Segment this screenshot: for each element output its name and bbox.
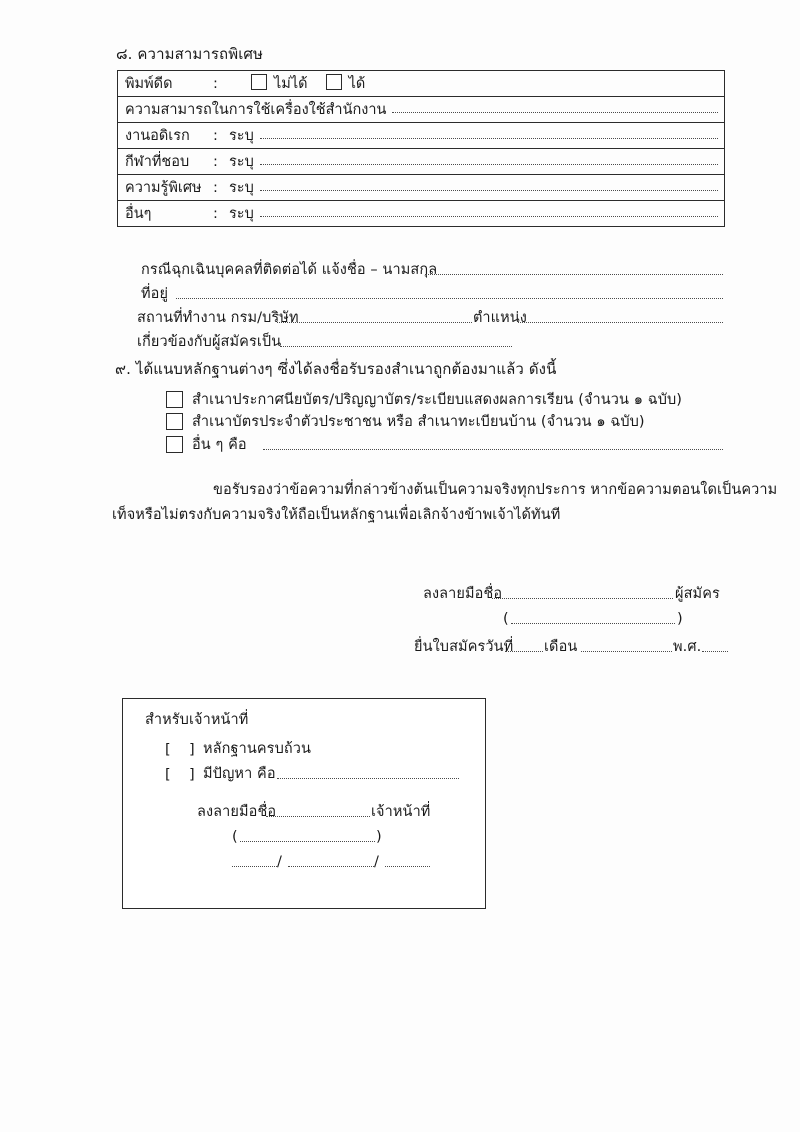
emergency-contact-address-label: ที่อยู่ [141, 286, 169, 302]
emergency-contact-name-input[interactable] [425, 274, 723, 275]
other-colon: : [213, 205, 218, 222]
official-date-slash-2: / [374, 854, 379, 870]
official-signature-role: เจ้าหน้าที่ [371, 804, 431, 820]
table-row-office-equipment [118, 97, 725, 123]
other-cell [118, 201, 725, 227]
table-row-sport [118, 149, 725, 175]
application-day-input[interactable] [505, 651, 543, 652]
official-complete-label: หลักฐานครบถ้วน [203, 741, 312, 757]
checkbox-typing-cannot[interactable] [251, 74, 267, 90]
page-title-section-9: ๙. ได้แนบหลักฐานต่างๆ ซึ่งได้ลงชื่อรับรองสำเนาถูกต้องมาแล้ว ดังนี้ [115, 360, 557, 378]
official-problem-bracket-close[interactable]: ] [189, 767, 195, 783]
official-name-paren-open: ( [232, 829, 238, 845]
checkbox-attachment-id-card[interactable] [166, 413, 183, 430]
official-problem-label: มีปัญหา คือ [203, 766, 276, 782]
checkbox-attachment-other[interactable] [166, 436, 183, 453]
certification-paragraph-line-2: เท็จหรือไม่ตรงกับความจริงให้ถือเป็นหลักฐานเพื่อเลิกจ้างข้าพเจ้าได้ทันที [112, 507, 561, 523]
official-use-box [122, 698, 486, 909]
special-knowledge-cell [118, 175, 725, 201]
typing-option-cannot-label: ไม่ได้ [274, 76, 308, 92]
special-knowledge-specify-label: ระบุ [229, 180, 254, 196]
official-problem-bracket-open: [ [165, 767, 171, 783]
table-row-special-knowledge [118, 175, 725, 201]
official-date-slash-1: / [277, 854, 282, 870]
official-signature-input[interactable] [266, 816, 370, 817]
sport-label: กีฬาที่ชอบ [125, 154, 190, 170]
other-specify-label: ระบุ [229, 206, 254, 222]
applicant-name-input[interactable] [511, 623, 675, 624]
emergency-contact-name-label: กรณีฉุกเฉินบุคคลที่ติดต่อได้ แจ้งชื่อ – นามสกุล [141, 262, 438, 278]
applicant-name-paren-close: ) [677, 611, 683, 627]
official-date-month-input[interactable] [288, 866, 374, 867]
emergency-contact-relation-input[interactable] [280, 346, 512, 347]
emergency-contact-address-input[interactable] [176, 298, 723, 299]
official-complete-bracket-open: [ [165, 742, 171, 758]
official-date-day-input[interactable] [232, 866, 277, 867]
official-name-input[interactable] [240, 841, 375, 842]
hobby-label: งานอดิเรก [125, 128, 190, 144]
table-row-hobby [118, 123, 725, 149]
official-name-paren-close: ) [376, 829, 382, 845]
certification-paragraph-line-1: ขอรับรองว่าข้อความที่กล่าวข้างต้นเป็นความจริงทุกประการ หากข้อความตอนใดเป็นความ [213, 482, 778, 498]
special-knowledge-label: ความรู้พิเศษ [125, 180, 202, 196]
applicant-signature-label: ลงลายมือชื่อ [423, 586, 503, 602]
typing-colon: : [213, 76, 218, 92]
official-problem-input[interactable] [277, 778, 459, 779]
hobby-input[interactable] [260, 138, 718, 139]
official-signature-label: ลงลายมือชื่อ [197, 804, 277, 820]
application-month-label: เดือน [544, 639, 578, 655]
sport-specify-label: ระบุ [229, 154, 254, 170]
emergency-contact-relation-label: เกี่ยวข้องกับผู้สมัครเป็น [137, 334, 282, 350]
emergency-contact-workplace-input[interactable] [277, 322, 472, 323]
page-title-section-8: ๘. ความสามารถพิเศษ [116, 45, 264, 63]
applicant-signature-input[interactable] [492, 598, 673, 599]
table-row-other [118, 201, 725, 227]
typing-option-can-label: ได้ [348, 76, 366, 92]
special-knowledge-colon: : [213, 179, 218, 196]
applicant-name-paren-open: ( [503, 611, 509, 627]
table-row-typing [118, 71, 725, 97]
application-month-input[interactable] [581, 651, 672, 652]
official-use-title: สำหรับเจ้าหน้าที่ [145, 712, 249, 728]
office-equipment-label: ความสามารถในการใช้เครื่องใช้สำนักงาน [125, 102, 387, 118]
typing-label: พิมพ์ดีด [125, 76, 173, 92]
emergency-contact-position-input[interactable] [518, 322, 723, 323]
special-knowledge-input[interactable] [260, 190, 718, 191]
application-year-label: พ.ศ. [673, 639, 702, 655]
special-abilities-table [117, 70, 725, 227]
other-input[interactable] [260, 216, 718, 217]
other-label: อื่นๆ [125, 206, 152, 222]
office-equipment-input[interactable] [392, 112, 718, 113]
sport-colon: : [213, 153, 218, 170]
official-date-year-input[interactable] [385, 866, 430, 867]
office-equipment-cell [118, 97, 725, 123]
hobby-cell [118, 123, 725, 149]
hobby-colon: : [213, 127, 218, 144]
sport-cell [118, 149, 725, 175]
attachment-other-label: อื่น ๆ คือ [192, 437, 247, 453]
checkbox-typing-can[interactable] [326, 74, 342, 90]
emergency-contact-workplace-label: สถานที่ทำงาน กรม/บริษัท [137, 310, 299, 326]
sport-input[interactable] [260, 164, 718, 165]
attachment-diploma-label: สำเนาประกาศนียบัตร/ปริญญาบัตร/ระเบียบแสดงผลการเรียน (จำนวน ๑ ฉบับ) [192, 392, 683, 408]
applicant-signature-role: ผู้สมัคร [675, 586, 720, 602]
typing-cell [118, 71, 725, 97]
checkbox-attachment-diploma[interactable] [166, 391, 183, 408]
attachment-other-input[interactable] [263, 449, 723, 450]
application-year-input[interactable] [702, 651, 728, 652]
official-complete-bracket-close[interactable]: ] [189, 742, 195, 758]
hobby-specify-label: ระบุ [229, 128, 254, 144]
emergency-contact-position-label: ตำแหน่ง [473, 310, 527, 326]
application-date-label: ยื่นใบสมัครวันที่ [414, 639, 514, 655]
attachment-id-card-label: สำเนาบัตรประจำตัวประชาชน หรือ สำเนาทะเบียนบ้าน (จำนวน ๑ ฉบับ) [192, 414, 645, 430]
